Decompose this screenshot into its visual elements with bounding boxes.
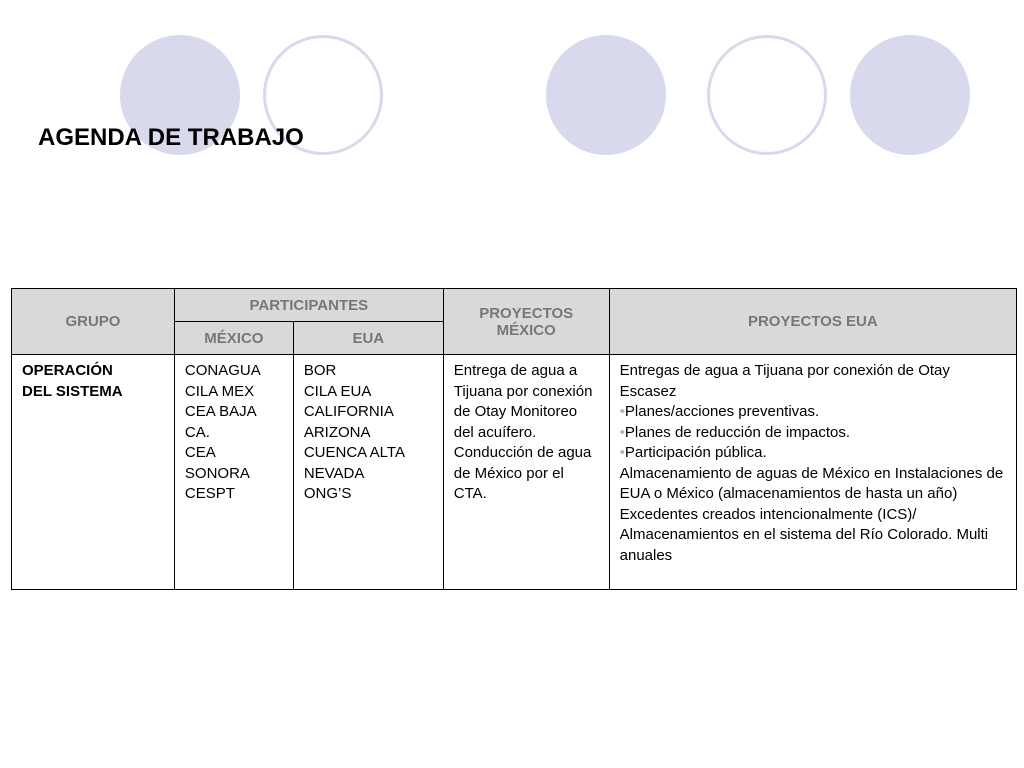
header-proyectos-mexico <box>443 289 609 355</box>
eua-participant: NEVADA <box>303 464 365 482</box>
table-row <box>12 355 1017 590</box>
proyectos-eua-line: Entregas de agua a Tijuana por conexión de Otay <box>619 362 950 379</box>
mexico-participant: SONORA <box>184 464 250 482</box>
header-row-1 <box>12 289 1017 322</box>
cell-proyectos-mexico <box>443 355 609 590</box>
proyectos-eua-bullet: • Participación pública. <box>620 443 1007 464</box>
decorative-circle-3 <box>546 35 666 155</box>
header-eua: EUA <box>293 322 443 355</box>
page-title: AGENDA DE TRABAJO <box>38 124 304 151</box>
eua-participant: CILA EUA <box>303 382 372 400</box>
header-proyectos-eua: PROYECTOS EUA <box>609 289 1016 355</box>
proyectos-eua-bullet: • Planes de reducción de impactos. <box>620 423 1007 444</box>
cell-proyectos-eua <box>609 355 1016 590</box>
proyectos-mexico-text: Entrega de agua a Tijuana por conexión de Otay Monitoreo del acuífero. Conducción de agua de México por el CTA. <box>453 362 593 502</box>
header-participantes: PARTICIPANTES <box>174 289 443 322</box>
mexico-participant: CEA BAJA <box>184 403 257 420</box>
mexico-participant: CONAGUA <box>184 362 261 379</box>
eua-participant: ONG’S <box>303 485 352 502</box>
proyectos-eua-line: Almacenamiento de aguas de México en Instalaciones de EUA o México (almacenamientos de hasta un año) <box>619 464 1004 502</box>
eua-participant: BOR <box>303 362 337 379</box>
grupo-line: DEL SISTEMA <box>22 382 123 400</box>
proyectos-eua-bullet: • Planes/acciones preventivas. <box>620 402 1007 423</box>
proyectos-eua-line: Excedentes creados intencionalmente (ICS)/ Almacenamientos en el sistema del Río Colorado. Multi anuales <box>619 505 989 564</box>
grupo-line: OPERACIÓN <box>22 362 113 379</box>
mexico-participant: CEA <box>184 444 216 461</box>
header-grupo: GRUPO <box>12 289 175 355</box>
mexico-participant: CILA MEX <box>184 382 255 400</box>
cell-grupo <box>12 355 175 590</box>
eua-participant: CALIFORNIA <box>303 403 394 420</box>
mexico-participant: CESPT <box>184 485 235 502</box>
header-proyectos-mexico-label: PROYECTOS MÉXICO <box>479 304 574 339</box>
decorative-circle-5 <box>850 35 970 155</box>
header-mexico: MÉXICO <box>174 322 293 355</box>
eua-participant: ARIZONA <box>303 423 371 441</box>
proyectos-eua-line: Escasez <box>619 382 677 400</box>
decorative-circle-4 <box>707 35 827 155</box>
mexico-participant: CA. <box>184 423 210 441</box>
cell-mexico-participants <box>174 355 293 590</box>
agenda-table <box>11 288 1017 590</box>
eua-participant: CUENCA ALTA <box>303 444 405 461</box>
cell-eua-participants <box>293 355 443 590</box>
